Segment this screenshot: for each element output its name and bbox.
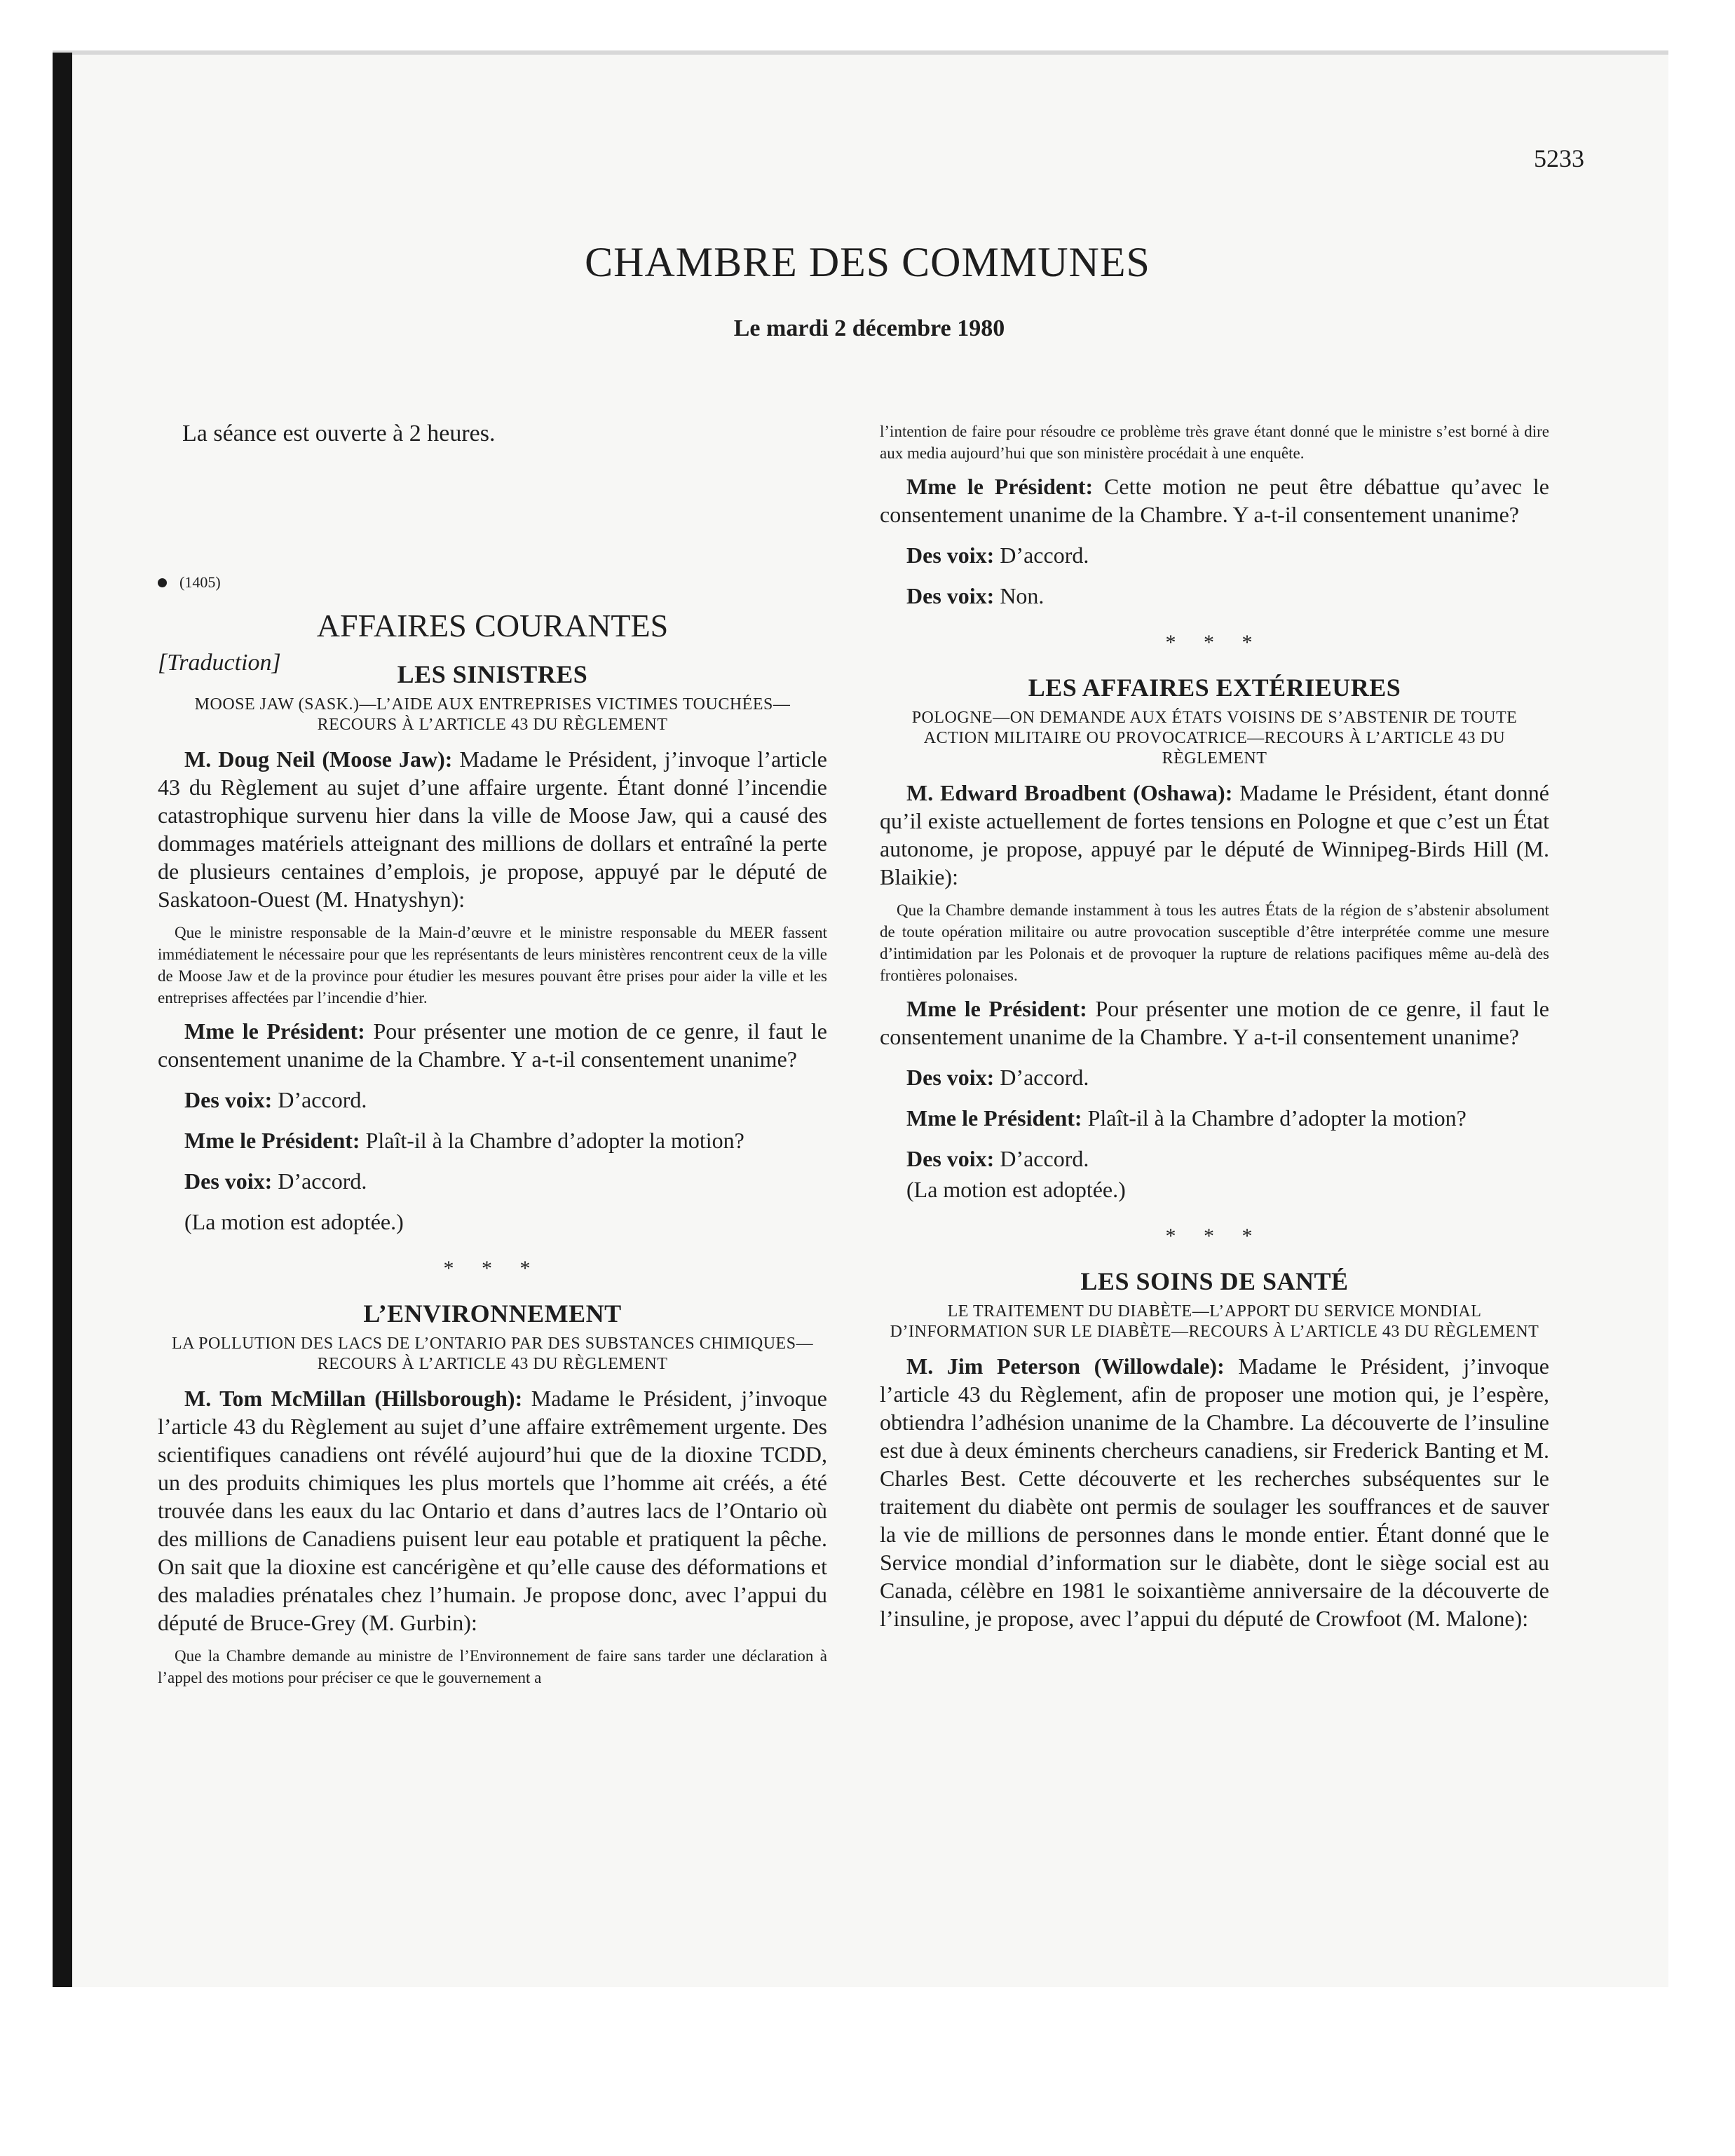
speech-text: Plaît-il à la Chambre d’adopter la motion? bbox=[1082, 1105, 1467, 1131]
sitting-opening: La séance est ouverte à 2 heures. bbox=[182, 421, 496, 446]
section-separator: * * * bbox=[1165, 1224, 1264, 1248]
left-column bbox=[158, 414, 827, 1697]
page-number: 5233 bbox=[1534, 144, 1584, 172]
speaker-name: Des voix: bbox=[184, 1087, 273, 1112]
speech-text: D’accord. bbox=[272, 1087, 367, 1112]
speaker-name: M. Tom McMillan (Hillsborough): bbox=[184, 1386, 523, 1411]
speech-text: Madame le Président, j’invoque l’article 43 du Règlement au sujet d’une affaire extrêmement urgente. Des scientifiques canadiens ont révélé aujourd’hui que de la dioxine TCDD, un des produits chimiques les plus mortels que l’homme ait créés, a été trouvée dans les eaux du lac Ontario et dans d’autres lacs de l’Ontario où des millions de Canadiens puisent leur eau potable et pratiquent la pêche. On sait que la dioxine est cancérigène et qu’elle cause des déformations et des maladies prénatales chez l’humain. Je propose donc, avec l’appui du député de Bruce-Grey (M. Gurbin): bbox=[158, 1386, 828, 1635]
speech-paragraph bbox=[880, 472, 1549, 528]
motion-text: l’intention de faire pour résoudre ce problème très grave étant donné que le ministre s’est borné à dire aux media aujourd’hui que son ministère procédait à une enquête. bbox=[880, 423, 1549, 462]
speech-paragraph bbox=[880, 1104, 1549, 1132]
speech-text: Madame le Président, étant donné qu’il existe actuellement de fortes tensions en Pologne et que c’est un État autonome, je propose, appuyé par le député de Winnipeg-Birds Hill (M. Blaikie): bbox=[880, 780, 1550, 889]
speech-text: Cette motion ne peut être débattue qu’avec le consentement unanime de la Chambre. Y a-t-il consentement unanime? bbox=[880, 474, 1550, 527]
speaker-name: Des voix: bbox=[906, 583, 995, 608]
speaker-name: Mme le Président: bbox=[906, 474, 1094, 499]
topic-subtitle: POLOGNE—ON DEMANDE AUX ÉTATS VOISINS DE S’ABSTENIR DE TOUTE ACTION MILITAIRE OU PROVOCATRICE—RECOURS À L’ARTICLE 43 DU RÈGLEMENT bbox=[911, 709, 1518, 767]
scan-left-edge bbox=[53, 53, 72, 1987]
speech-paragraph bbox=[880, 1352, 1549, 1632]
speech-text: D’accord. bbox=[994, 1065, 1089, 1090]
speech-paragraph bbox=[880, 582, 1549, 610]
speech-paragraph bbox=[158, 1384, 827, 1637]
speech-text: D’accord. bbox=[272, 1168, 367, 1194]
speech-paragraph bbox=[158, 745, 827, 913]
speech-paragraph bbox=[158, 1167, 827, 1195]
motion-text: Que la Chambre demande au ministre de l’Environnement de faire sans tarder une déclaration à l’appel des motions pour préciser ce que le gouvernement a bbox=[158, 1647, 827, 1686]
speech-text: Madame le Président, j’invoque l’article 43 du Règlement, afin de proposer une motion qui, je l’espère, obtiendra l’adhésion unanime de la Chambre. La découverte de l’insuline est due à deux éminents chercheurs canadiens, sir Frederick Banting et M. Charles Best. Cette découverte et les recherches subséquentes sur le traitement du diabète ont permis de soulager les souffrances et de sauver la vie de millions de personnes dans le monde entier. Étant donné que le Service mondial d’information sur le diabète, dont le siège social est au Canada, célèbre en 1981 le soixantième anniversaire de la découverte de l’insuline, je propose, avec l’appui du député de Crowfoot (M. Malone): bbox=[880, 1353, 1550, 1631]
bullet-icon bbox=[158, 578, 167, 587]
speech-paragraph bbox=[880, 995, 1549, 1051]
motion-text: Que la Chambre demande instamment à tous les autres États de la région de s’abstenir absolument de toute opération militaire ou autre provocation susceptible d’être interprétée comme une mesure d’intimidation par les Polonais et de provoquer la rupture de relations pacifiques même au-delà des frontières polonaises. bbox=[880, 901, 1549, 984]
speech-text: D’accord. bbox=[994, 543, 1089, 568]
time-marker-text: (1405) bbox=[179, 573, 221, 591]
speaker-name: M. Edward Broadbent (Oshawa): bbox=[906, 780, 1233, 805]
speech-paragraph bbox=[158, 1017, 827, 1073]
speech-paragraph bbox=[880, 1063, 1549, 1091]
motion-result: (La motion est adoptée.) bbox=[184, 1209, 404, 1234]
speaker-name: Mme le Président: bbox=[906, 996, 1087, 1021]
motion-text: Que le ministre responsable de la Main-d’œuvre et le ministre responsable du MEER fassent immédiatement le nécessaire pour que les représentants de leurs ministères rencontrent ceux de la ville de Moose Jaw et de la province pour étudier les mesures pouvant être prises pour aider la ville et les entreprises affectées par l’incendie d’hier. bbox=[158, 924, 827, 1007]
topic-title: LES AFFAIRES EXTÉRIEURES bbox=[1028, 674, 1401, 702]
speech-text: Madame le Président, j’invoque l’article 43 du Règlement au sujet d’une affaire urgente. Étant donné l’incendie catastrophique survenu hier dans la ville de Moose Jaw, qui a causé des dommages matériels atteignant des millions de dollars et entraîné la perte de plusieurs centaines d’emplois, je propose, appuyé par le député de Saskatoon-Ouest (M. Hnatyshyn): bbox=[158, 746, 828, 912]
section-separator: * * * bbox=[1165, 631, 1264, 654]
topic-title: LES SINISTRES bbox=[397, 660, 588, 688]
date-line: Le mardi 2 décembre 1980 bbox=[733, 315, 1005, 341]
translation-note: [Traduction] bbox=[158, 650, 281, 676]
speaker-name: Mme le Président: bbox=[184, 1128, 360, 1153]
topic-subtitle: MOOSE JAW (SASK.)—L’AIDE AUX ENTREPRISES VICTIMES TOUCHÉES—RECOURS À L’ARTICLE 43 DU RÈGLEMENT bbox=[194, 695, 791, 734]
section-heading: AFFAIRES COURANTES bbox=[316, 608, 669, 643]
speech-paragraph bbox=[158, 1126, 827, 1154]
speech-text: Pour présenter une motion de ce genre, il faut le consentement unanime de la Chambre. Y a-t-il consentement unanime? bbox=[158, 1018, 828, 1072]
speaker-name: M. Doug Neil (Moose Jaw): bbox=[184, 746, 453, 772]
speech-paragraph bbox=[880, 779, 1549, 891]
speaker-name: M. Jim Peterson (Willowdale): bbox=[906, 1353, 1225, 1379]
topic-subtitle: LA POLLUTION DES LACS DE L’ONTARIO PAR DES SUBSTANCES CHIMIQUES—RECOURS À L’ARTICLE 43 DU RÈGLEMENT bbox=[171, 1335, 814, 1373]
speech-text: D’accord. bbox=[994, 1146, 1089, 1171]
speech-paragraph bbox=[880, 541, 1549, 569]
speech-paragraph bbox=[158, 1086, 827, 1114]
speaker-name: Des voix: bbox=[184, 1168, 273, 1194]
speaker-name: Mme le Président: bbox=[906, 1105, 1082, 1131]
running-head: CHAMBRE DES COMMUNES bbox=[585, 239, 1150, 285]
time-marker bbox=[158, 573, 827, 592]
speaker-name: Des voix: bbox=[906, 1065, 995, 1090]
speech-text: Plaît-il à la Chambre d’adopter la motion? bbox=[360, 1128, 744, 1153]
topic-title: L’ENVIRONNEMENT bbox=[363, 1299, 622, 1328]
speech-paragraph bbox=[880, 1145, 1549, 1173]
right-column bbox=[880, 421, 1549, 1635]
speaker-name: Mme le Président: bbox=[184, 1018, 365, 1044]
speaker-name: Des voix: bbox=[906, 543, 995, 568]
motion-result: (La motion est adoptée.) bbox=[906, 1177, 1126, 1202]
speech-text: Non. bbox=[994, 583, 1045, 608]
speaker-name: Des voix: bbox=[906, 1146, 995, 1171]
topic-title: LES SOINS DE SANTÉ bbox=[1080, 1267, 1349, 1295]
speech-text: Pour présenter une motion de ce genre, il faut le consentement unanime de la Chambre. Y a-t-il consentement unanime? bbox=[880, 996, 1550, 1049]
section-separator: * * * bbox=[443, 1257, 542, 1280]
topic-subtitle: LE TRAITEMENT DU DIABÈTE—L’APPORT DU SERVICE MONDIAL D’INFORMATION SUR LE DIABÈTE—RECOURS À L’ARTICLE 43 DU RÈGLEMENT bbox=[890, 1302, 1539, 1341]
